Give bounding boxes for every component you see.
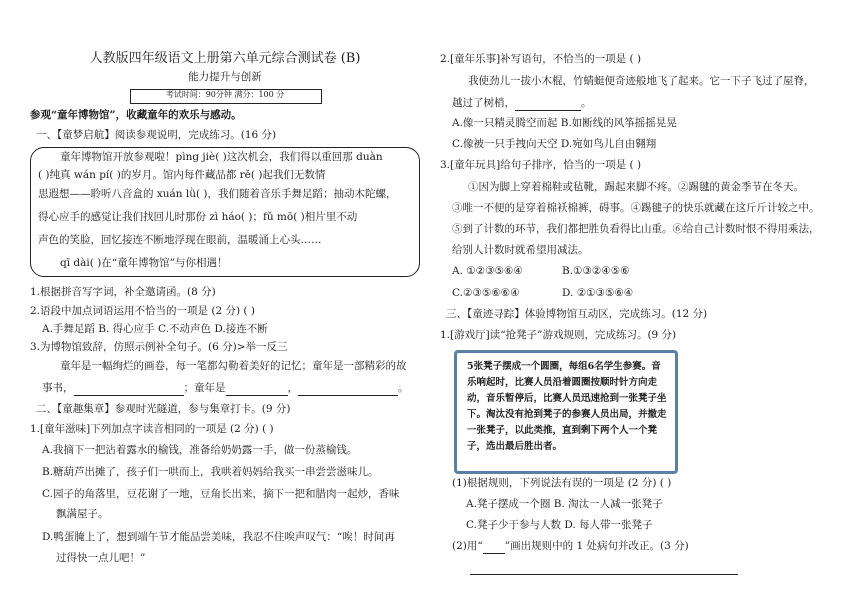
s3-question-1: 1.[游戏厅]读“抢凳子”游戏规则，完成练习。(9 分): [440, 329, 677, 341]
fill-text: (2)用“: [452, 540, 483, 552]
section2-heading: 二、【童趣集章】参观时光隧道，参与集章打卡。(9 分): [36, 403, 291, 415]
fill-text: 事书，: [42, 382, 74, 394]
s2-q2-options-ab: A.像一只精灵腾空而起 B.如断线的风筝摇摇晃晃: [452, 117, 677, 129]
s2-q3-option-c: C.②③⑤⑥⑥④: [452, 287, 520, 299]
s2-question-2: 2.[童年乐事]补写语句，不恰当的一项是 ( ): [440, 53, 642, 65]
s2-q2-text: 我使劲儿一拔小木棍，竹蜻蜓便奇迹般地飞了起来。它一下子飞过了屋脊，: [468, 75, 815, 87]
s2-q1-option-d-cont: 过得快一点儿吧！”: [56, 552, 146, 564]
passage-line: 思遐想——聆听八音盒的 xuán lǜ( )，我们随着音乐手舞足蹈；抽动木陀螺，: [38, 188, 397, 200]
s2-q3-option-d: D. ②①③⑤⑥④: [562, 287, 634, 299]
s2-question-1: 1.[童年滋味]下列加点字读音相同的一项是 (2 分) ( ): [30, 423, 274, 435]
s2-q3-line: ③唯一不便的是穿着棉袄棉裤，碍事。④踢毽子的快乐就藏在这斤斤计较之中。: [452, 202, 820, 214]
fill-text: ，: [287, 382, 298, 394]
s1-question-1: 1.根据拼音写字词，补全邀请函。(8 分): [30, 286, 216, 298]
s2-q1-option-c-cont: 飘满屋子。: [56, 508, 109, 520]
s2-q3-option-a: A. ①②③⑤⑥④: [452, 265, 523, 277]
fill-text: ；童年是: [183, 382, 226, 394]
game-rules-card: [454, 350, 678, 474]
s3-sub-question-1: (1)根据规则，下列说法有误的一项是 (2 分) ( ): [452, 477, 672, 489]
exam-info: 考试时间：90分钟 满分：100 分: [165, 90, 285, 99]
fill-text: 。: [398, 382, 409, 394]
passage-line: qī dài( )在“童年博物馆”与你相遇！: [60, 257, 228, 269]
passage-line: 得心应手的感觉让我们找回儿时那份 zì háo( )；fǔ mō( )相片里不动: [38, 211, 358, 223]
s2-question-3: 3.[童年玩具]给句子排序，恰当的一项是 ( ): [440, 159, 642, 171]
s2-q3-option-b: B.①③②④⑤⑥: [562, 265, 630, 277]
fill-text: 。: [581, 97, 592, 109]
underline-mark: [483, 539, 505, 554]
game-rules-text: 5张凳子摆成一个圆圈，每组6名学生参赛。音乐响起时，比赛人员沿着圆圈按顺时针方向走动，音乐暂停后，比赛人员迅速抢到一张凳子坐下。淘汰没有抢到凳子的参赛人员出局，并撤走一张凳子，以此类推，直到剩下两个人一个凳子，选出最后胜出者。: [467, 361, 667, 452]
answer-blank[interactable]: [74, 381, 184, 396]
s2-q3-line: ①因为脚上穿着棉鞋或毡靴，踢起来脚不疼。②踢毽的黄金季节在冬天。: [468, 181, 804, 193]
passage-line: ( )纯真 wán pí( )的岁月。馆内每件藏品都 rě( )起我们无数情: [38, 169, 326, 181]
s1-question-3: 3.为博物馆致辞，仿照示例补全句子。(6 分)>举一反三: [30, 341, 288, 353]
intro-heading: 参观“童年博物馆”，收藏童年的欢乐与感动。: [30, 109, 242, 121]
s1-question-3-text: 童年是一幅绚烂的画卷，每一笔都勾勒着美好的记忆；童年是一部精彩的故: [60, 360, 407, 372]
answer-line[interactable]: [470, 574, 738, 575]
s2-q3-line: ⑤到了计数的环节，我们都把胜负看得比山重。⑥给自己计数时恨不得用乘法，: [452, 223, 820, 235]
s2-q3-line: 给别人计数时就希望用减法。: [452, 244, 589, 256]
s2-q1-option-a: A.我摘下一把沾着露水的榆钱，准备给奶奶露一手，做一份蒸榆钱。: [42, 444, 358, 456]
s2-q2-text-cont: [452, 96, 592, 111]
exam-title: 人教版四年级语文上册第六单元综合测试卷 (B): [89, 51, 361, 66]
s2-q2-options-cd: C.像被一只手拽向天空 D.宛如鸟儿自由翱翔: [452, 138, 657, 150]
passage-line: 童年博物馆开放参观啦！pìng jiè( )这次机会，我们得以重回那 duàn: [60, 151, 383, 163]
exam-subtitle: 能力提升与创新: [188, 71, 262, 83]
s3-sub-question-2: [452, 539, 689, 554]
section3-heading: 三、【童迹寻踪】体验博物馆互动区，完成练习。(12 分): [446, 308, 708, 320]
s2-q1-option-c: C.园子的角落里，豆花谢了一地，豆角长出来，摘下一把和腊肉一起炒，香味: [42, 488, 400, 500]
fill-text: ”画出规则中的 1 处病句并改正。(3 分): [504, 540, 689, 552]
s1-question-2: 2.语段中加点词语运用不恰当的一项是 (2 分) ( ): [30, 305, 255, 317]
s2-q1-option-b: B.糖葫芦出摊了，孩子们一哄而上，我哄着妈妈给我买一串尝尝滋味儿。: [42, 466, 379, 478]
answer-blank[interactable]: [226, 381, 288, 396]
s3-sub1-options-cd: C.凳子少于参与人数 D. 每人带一张凳子: [466, 519, 653, 531]
answer-blank[interactable]: [298, 381, 398, 396]
fill-text: 越过了树梢，: [452, 97, 515, 109]
passage-line: 声色的笑脸，回忆接连不断地浮现在眼前，温暖涌上心头……: [38, 234, 322, 246]
section1-heading: 一、【童梦启航】阅读参观说明，完成练习。(16 分): [36, 129, 277, 141]
s1-question-2-options: A.手舞足蹈 B. 得心应手 C.不动声色 D.接连不断: [42, 323, 268, 335]
s1-question-3-fill: [42, 381, 409, 396]
answer-blank[interactable]: [515, 96, 581, 111]
s3-sub1-options-ab: A.凳子摆成一个圈 B. 淘汰一人减一张凳子: [466, 498, 663, 510]
s2-q1-option-d: D.鸭蛋腌上了，想到端午节才能品尝美味，我忍不住唉声叹气：“唉！时间再: [42, 531, 395, 543]
